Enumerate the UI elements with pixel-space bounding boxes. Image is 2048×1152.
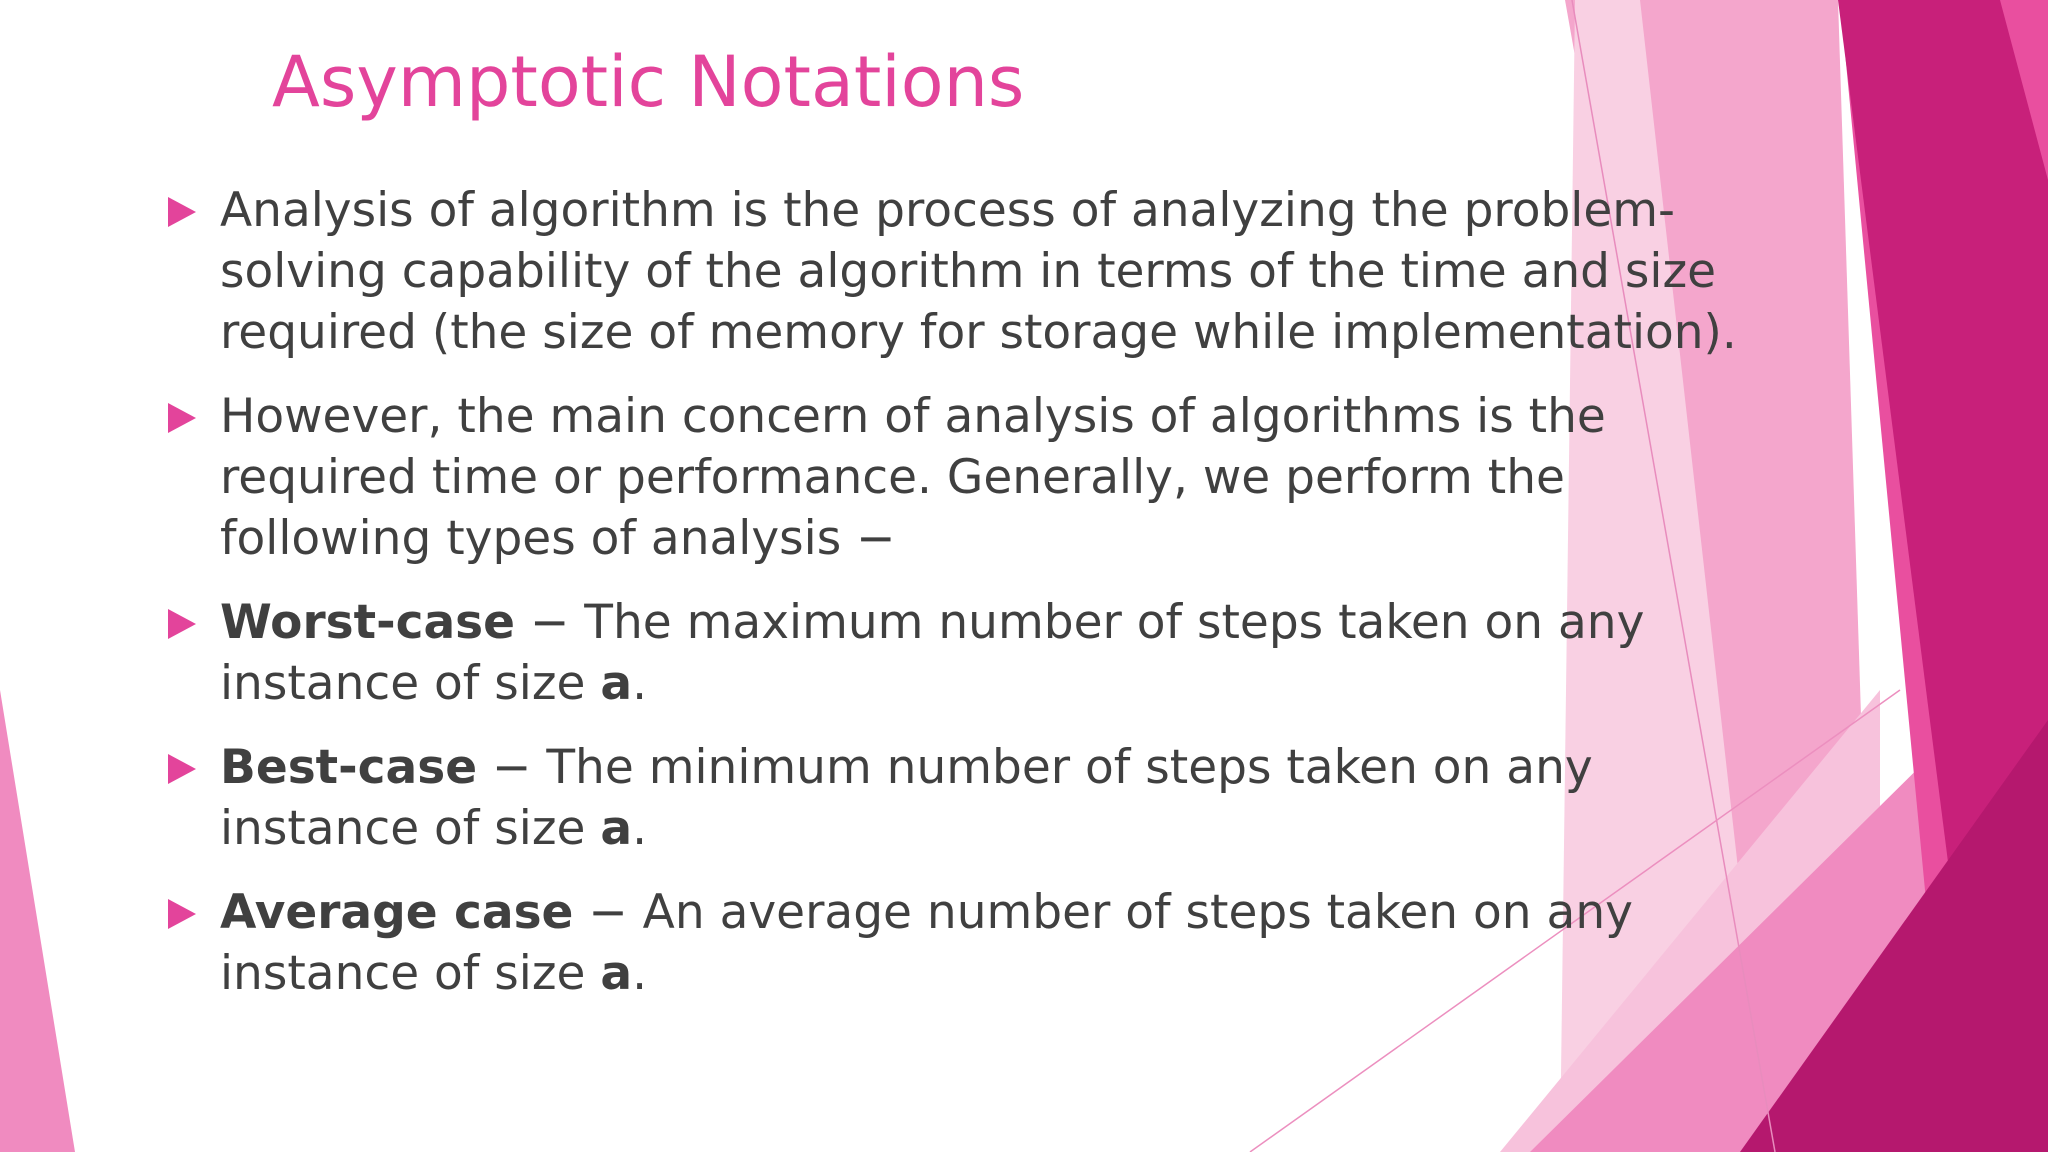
bullet-term: Worst-case [220,595,516,650]
bullet-text: However, the main concern of analysis of algorithms is the required time or performance. Generally, we perform the following types of analysis − [220,389,1606,566]
bullet-end: . [632,801,648,856]
bullet-variable: a [600,946,633,1001]
bullet-term: Best-case [220,740,478,795]
bullet-text: − The minimum number of steps taken on any instance of size [220,740,1593,856]
page-title: Asymptotic Notations [272,41,1025,123]
bullet-list [168,180,1748,1027]
bullet-variable: a [600,656,633,711]
bullet-text: − The maximum number of steps taken on any instance of size [220,595,1645,711]
bullet-main-concern [168,386,1748,569]
triangle-bullet-icon [168,754,196,784]
bullet-worst-case [168,592,1748,714]
triangle-bullet-icon [168,403,196,433]
bullet-analysis-definition [168,180,1748,363]
bullet-variable: a [600,801,633,856]
bullet-text: − An average number of steps taken on any instance of size [220,885,1633,1001]
bullet-end: . [632,656,648,711]
bullet-best-case [168,737,1748,859]
triangle-bullet-icon [168,899,196,929]
left-edge-shape [0,690,75,1152]
triangle-bullet-icon [168,609,196,639]
triangle-bullet-icon [168,197,196,227]
bullet-average-case [168,882,1748,1004]
bullet-end: . [632,946,648,1001]
bullet-term: Average case [220,885,574,940]
bullet-text: Analysis of algorithm is the process of analyzing the problem-solving capability of the algorithm in terms of the time and size required (the size of memory for storage while implementation). [220,183,1737,360]
